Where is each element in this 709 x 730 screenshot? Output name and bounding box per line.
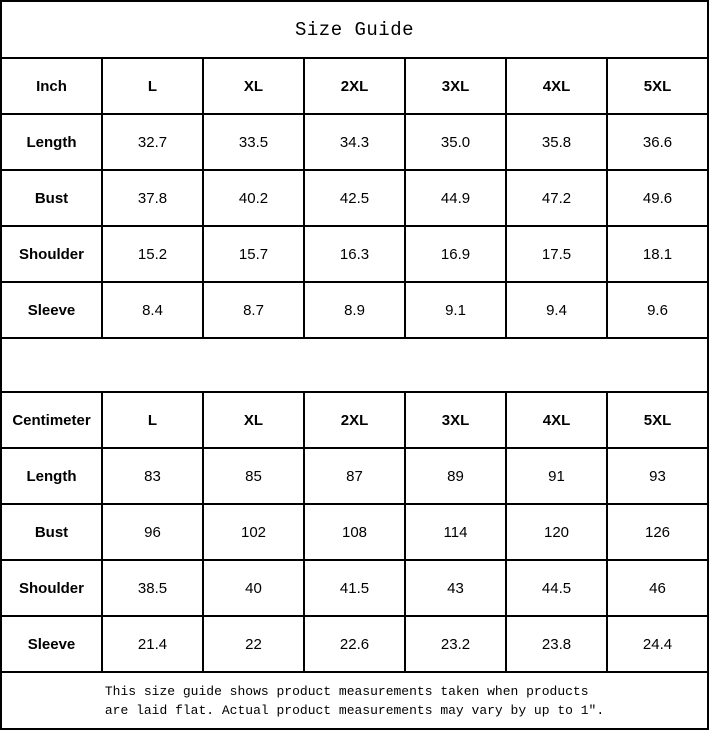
unit-header-centimeter: Centimeter (2, 393, 101, 447)
measurement-value: 40.2 (204, 171, 303, 225)
size-col-header: 4XL (507, 393, 606, 447)
measurement-value: 15.7 (204, 227, 303, 281)
measurement-value: 85 (204, 449, 303, 503)
measurement-value: 32.7 (103, 115, 202, 169)
measurement-value: 23.2 (406, 617, 505, 671)
measurement-value: 43 (406, 561, 505, 615)
measurement-value: 42.5 (305, 171, 404, 225)
measurement-value: 16.9 (406, 227, 505, 281)
size-col-header: 5XL (608, 393, 707, 447)
measurement-value: 38.5 (103, 561, 202, 615)
size-col-header: XL (204, 59, 303, 113)
measurement-value: 44.9 (406, 171, 505, 225)
measurement-value: 36.6 (608, 115, 707, 169)
table-gap-spacer (2, 339, 707, 391)
measurement-value: 96 (103, 505, 202, 559)
size-col-header: 2XL (305, 393, 404, 447)
measurement-value: 49.6 (608, 171, 707, 225)
row-label-sleeve: Sleeve (2, 283, 101, 337)
measurement-value: 47.2 (507, 171, 606, 225)
measurement-value: 23.8 (507, 617, 606, 671)
size-col-header: XL (204, 393, 303, 447)
row-label-shoulder: Shoulder (2, 227, 101, 281)
measurement-value: 35.0 (406, 115, 505, 169)
size-guide-title: Size Guide (2, 2, 707, 57)
measurement-value: 9.6 (608, 283, 707, 337)
measurement-value: 87 (305, 449, 404, 503)
measurement-value: 33.5 (204, 115, 303, 169)
size-guide-footnote (2, 673, 707, 728)
measurement-value: 22.6 (305, 617, 404, 671)
size-col-header: 4XL (507, 59, 606, 113)
measurement-value: 126 (608, 505, 707, 559)
measurement-value: 8.7 (204, 283, 303, 337)
measurement-value: 35.8 (507, 115, 606, 169)
measurement-value: 17.5 (507, 227, 606, 281)
row-label-length: Length (2, 115, 101, 169)
measurement-value: 114 (406, 505, 505, 559)
measurement-value: 21.4 (103, 617, 202, 671)
footnote-text (105, 682, 604, 720)
measurement-value: 15.2 (103, 227, 202, 281)
size-col-header: L (103, 59, 202, 113)
measurement-value: 93 (608, 449, 707, 503)
measurement-value: 83 (103, 449, 202, 503)
measurement-value: 91 (507, 449, 606, 503)
measurement-value: 108 (305, 505, 404, 559)
measurement-value: 41.5 (305, 561, 404, 615)
measurement-value: 8.4 (103, 283, 202, 337)
row-label-length: Length (2, 449, 101, 503)
row-label-bust: Bust (2, 171, 101, 225)
size-col-header: 5XL (608, 59, 707, 113)
measurement-value: 16.3 (305, 227, 404, 281)
measurement-value: 22 (204, 617, 303, 671)
measurement-value: 46 (608, 561, 707, 615)
measurement-value: 9.1 (406, 283, 505, 337)
footnote-line-1: This size guide shows product measurements taken when products (104, 683, 589, 699)
row-label-sleeve: Sleeve (2, 617, 101, 671)
measurement-value: 8.9 (305, 283, 404, 337)
measurement-value: 24.4 (608, 617, 707, 671)
row-label-bust: Bust (2, 505, 101, 559)
measurement-value: 34.3 (305, 115, 404, 169)
row-label-shoulder: Shoulder (2, 561, 101, 615)
unit-header-inch: Inch (2, 59, 101, 113)
measurement-value: 40 (204, 561, 303, 615)
measurement-value: 18.1 (608, 227, 707, 281)
size-col-header: 3XL (406, 59, 505, 113)
size-col-header: 2XL (305, 59, 404, 113)
measurement-value: 44.5 (507, 561, 606, 615)
measurement-value: 37.8 (103, 171, 202, 225)
measurement-value: 102 (204, 505, 303, 559)
measurement-value: 120 (507, 505, 606, 559)
size-col-header: L (103, 393, 202, 447)
measurement-value: 89 (406, 449, 505, 503)
size-col-header: 3XL (406, 393, 505, 447)
footnote-line-2: are laid flat. Actual product measurements may vary by up to 1″. (104, 702, 605, 718)
measurement-value: 9.4 (507, 283, 606, 337)
